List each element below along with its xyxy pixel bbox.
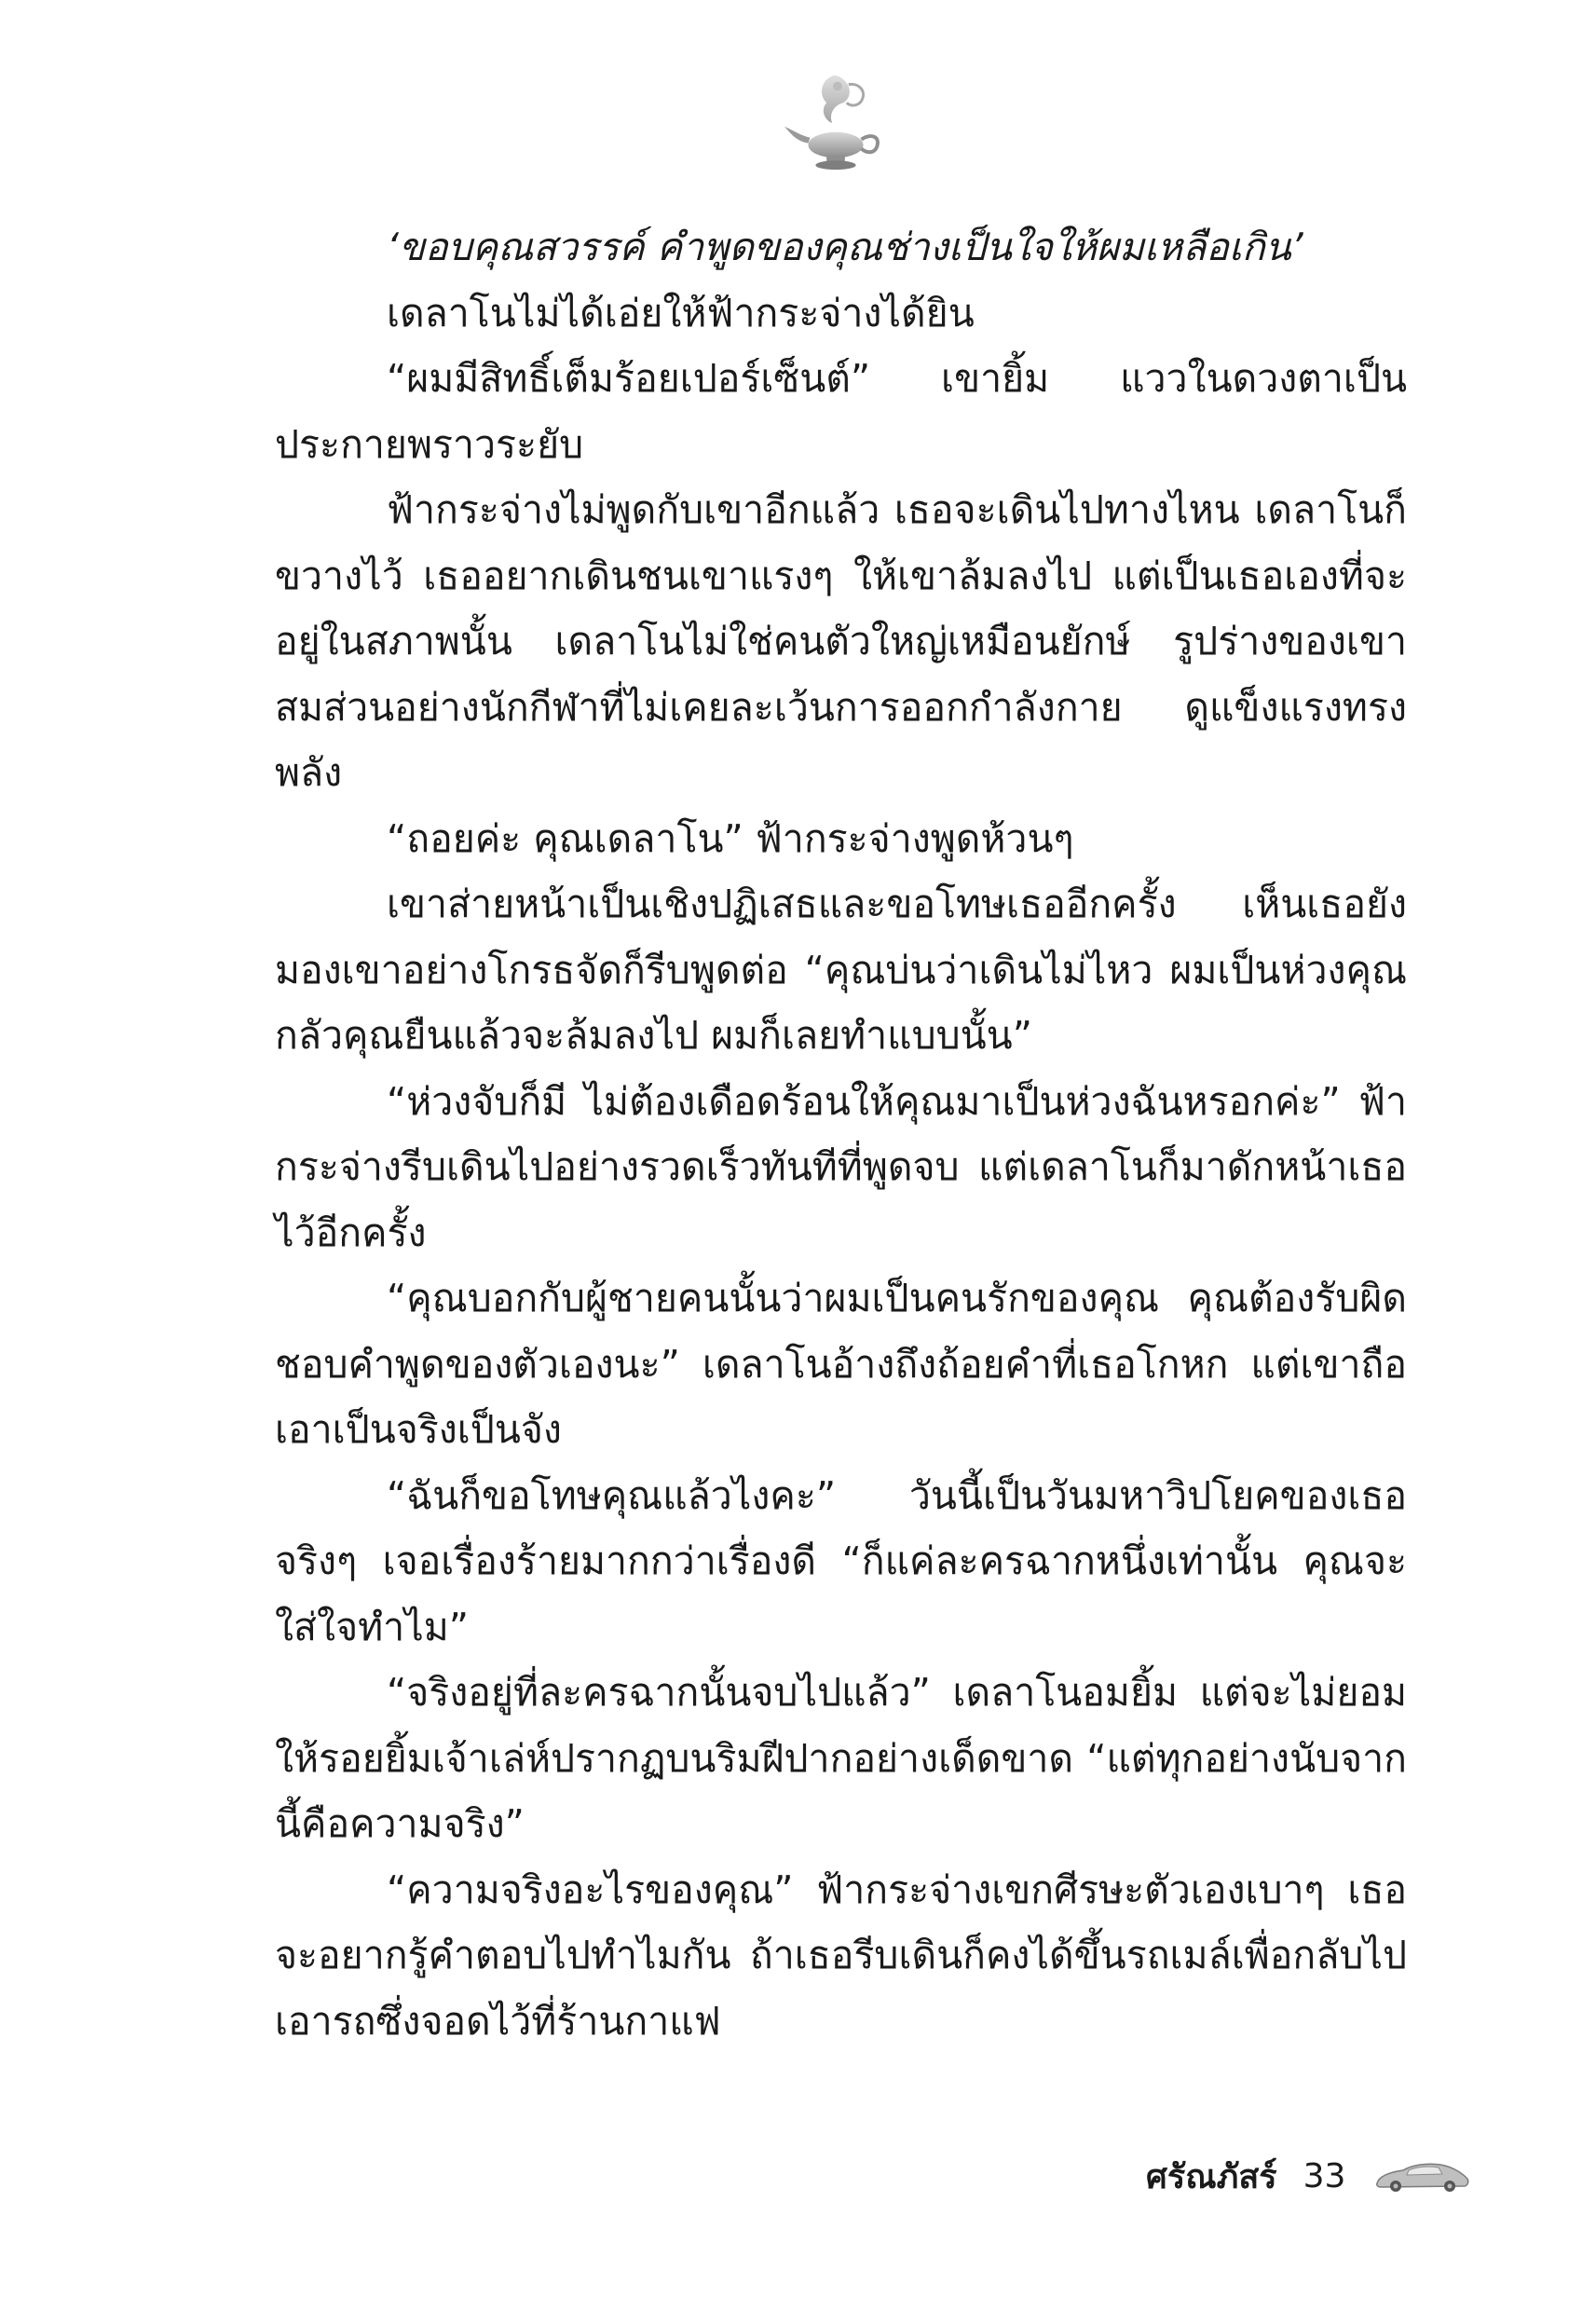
paragraph: “คุณบอกกับผู้ชายคนนั้นว่าผมเป็นคนรักของคุณ คุณต้องรับผิดชอบคำพูดของตัวเองนะ” เดลาโนอ้างถึงถ้อยคำที่เธอโกหก แต่เขาถือเอาเป็นจริงเป็นจัง [275, 1276, 1407, 1452]
paragraph: เขาส่ายหน้าเป็นเชิงปฏิเสธและขอโทษเธออีกครั้ง เห็นเธอยังมองเขาอย่างโกรธจัดก็รีบพูดต่อ “คุณบ่นว่าเดินไม่ไหว ผมเป็นห่วงคุณกลัวคุณยืนแล้วจะล้มลงไป ผมก็เลยทำแบบนั้น” [275, 882, 1407, 1058]
author-name: ศรัณภัสร์ [1146, 2157, 1277, 2196]
paragraph: ฟ้ากระจ่างไม่พูดกับเขาอีกแล้ว เธอจะเดินไปทางไหน เดลาโนก็ขวางไว้ เธออยากเดินชนเขาแรงๆ ให้เขาล้มลงไป แต่เป็นเธอเองที่จะอยู่ในสภาพนั้น เดลาโนไม่ใช่คนตัวใหญ่เหมือนยักษ์ รูปร่างของเขาสมส่วนอย่างนักกีฬาที่ไม่เคยละเว้นการออกกำลังกาย ดูแข็งแรงทรงพลัง [275, 487, 1407, 795]
paragraph: “ถอยค่ะ คุณเดลาโน” ฟ้ากระจ่างพูดห้วนๆ [387, 815, 1074, 861]
body-text [275, 214, 1407, 2054]
car-icon [1373, 2157, 1471, 2195]
paragraph: เดลาโนไม่ได้เอ่ยให้ฟ้ากระจ่างได้ยิน [387, 290, 975, 335]
paragraph: “ฉันก็ขอโทษคุณแล้วไงคะ” วันนี้เป็นวันมหาวิปโยคของเธอจริงๆ เจอเรื่องร้ายมากกว่าเรื่องดี “ก็แค่ละครฉากหนึ่งเท่านั้น คุณจะใส่ใจทำไม” [275, 1472, 1407, 1649]
page-number: 33 [1303, 2156, 1346, 2195]
page-footer [1146, 2143, 1471, 2208]
paragraph: ‘ขอบคุณสวรรค์ คำพูดของคุณช่างเป็นใจให้ผมเหลือเกิน’ [387, 225, 1303, 269]
paragraph: “ผมมีสิทธิ์เต็มร้อยเปอร์เซ็นต์” เขายิ้ม แววในดวงตาเป็นประกายพราวระยับ [275, 356, 1407, 467]
paragraph: “ความจริงอะไรของคุณ” ฟ้ากระจ่างเขกศีรษะตัวเองเบาๆ เธอจะอยากรู้คำตอบไปทำไมกัน ถ้าเธอรีบเดินก็คงได้ขึ้นรถเมล์เพื่อกลับไปเอารถซึ่งจอดไว้ที่ร้านกาแฟ [275, 1867, 1407, 2044]
paragraph: “ห่วงจับก็มี ไม่ต้องเดือดร้อนให้คุณมาเป็นห่วงฉันหรอกค่ะ” ฟ้ากระจ่างรีบเดินไปอย่างรวดเร็วทันทีที่พูดจบ แต่เดลาโนก็มาดักหน้าเธอไว้อีกครั้ง [275, 1078, 1407, 1255]
genie-lamp-icon [781, 65, 891, 177]
paragraph: “จริงอยู่ที่ละครฉากนั้นจบไปแล้ว” เดลาโนอมยิ้ม แต่จะไม่ยอมให้รอยยิ้มเจ้าเล่ห์ปรากฏบนริมฝีปากอย่างเด็ดขาด “แต่ทุกอย่างนับจากนี้คือความจริง” [275, 1670, 1407, 1846]
